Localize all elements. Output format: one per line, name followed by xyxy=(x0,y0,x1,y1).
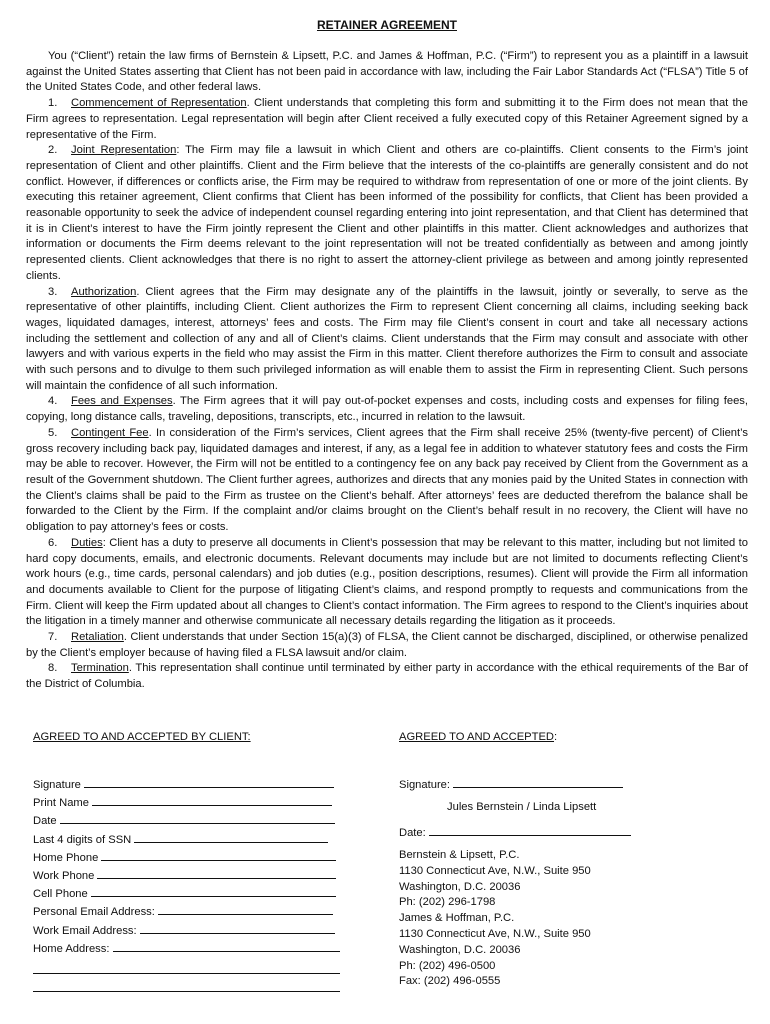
client-block-heading: AGREED TO AND ACCEPTED BY CLIENT: xyxy=(33,731,251,743)
section-separator: . xyxy=(136,285,146,298)
firm-address-line: Bernstein & Lipsett, P.C. xyxy=(399,849,520,861)
client-field-5[interactable] xyxy=(33,850,336,864)
section-heading: Retaliation xyxy=(71,631,124,644)
section-number: 7. xyxy=(48,631,58,644)
client-field-4[interactable] xyxy=(33,832,328,846)
section-number: 5. xyxy=(48,426,58,439)
section-6 xyxy=(26,536,748,630)
client-field-7[interactable] xyxy=(33,886,336,900)
section-text: Client understands that under Section 15(a)(3) of FLSA, the Client cannot be discharged, disciplined, or otherwise penalized by the Client’s employer because of having filed a FLSA lawsuit and/or claim. xyxy=(26,631,749,659)
client-field-label: Print Name xyxy=(33,797,89,810)
firm-address-line: 1130 Connecticut Ave, N.W., Suite 950 xyxy=(399,864,591,877)
client-field-blank[interactable] xyxy=(60,813,335,824)
client-field-blank[interactable] xyxy=(140,923,335,934)
client-field-9[interactable] xyxy=(33,923,335,937)
firm-signature-field[interactable]: Signature: xyxy=(399,777,623,791)
client-field-label: Cell Phone xyxy=(33,888,88,901)
client-field-2[interactable] xyxy=(33,795,332,809)
section-heading: Termination xyxy=(71,662,129,675)
section-8 xyxy=(26,661,748,692)
section-text: The Firm may file a lawsuit in which Client and others are co-plaintiffs. Client consents to the Firm’s joint representation of Client and other plaintiffs. Client and the Firm believe that the interests of the co-plaintiffs are generally consistent and do not conflict. However, if differences or conflicts arise, the Firm may be required to withdraw from representation of one or more of the joint clients. By executing this retainer agreement, Client confirms that Client has been informed of the possibility for conflicts, that Client has been provided a reasonable opportunity to seek the advice of independent counsel regarding entering into joint representation, and that Client has determined that it is in Client’s interest to have the Firm jointly represent the Client and other plaintiffs in this matter. Client acknowledges and authorizes that information or documents the Firm deems relevant to the joint representation will not be treated confidentially as between and among jointly represented clients. Client acknowledges that there is no right to assert the attorney-client privilege as between and among jointly represented clients. xyxy=(26,144,748,282)
section-number: 3. xyxy=(48,285,58,298)
section-4 xyxy=(26,394,748,425)
firm-signatories: Jules Bernstein / Linda Lipsett xyxy=(447,801,597,813)
section-text: Client agrees that the Firm may designate any of the plaintiffs in the lawsuit, jointly or severally, to serve as the representative of other plaintiffs, including Client. Client authorizes the Firm to represent Client concerning all claims, including seeking back wages, liquidated damages, interest, attorneys’ fees and costs. The Firm may file Client’s consent in court and take all necessary actions including the settlement and collection of any and all of Client’s claims. Client understands that the Firm may consult and associate with other lawyers and with various experts in the field who may assist the Firm in this matter. Client therefore authorizes the Firm to consult and associate with such persons and to divulge to them such privileged information as will enable them to assist the Firm in representing Client. Such persons will maintain the confidence of all such information. xyxy=(26,285,748,392)
section-number: 4. xyxy=(48,395,58,408)
section-7 xyxy=(26,630,748,661)
section-text: This representation shall continue until terminated by either party in accordance with the ethical requirements of the Bar of the District of Columbia. xyxy=(26,662,748,691)
firm-date-field[interactable]: Date: xyxy=(399,825,631,839)
section-separator: . xyxy=(128,662,136,675)
section-number: 6. xyxy=(48,536,58,549)
client-field-6[interactable] xyxy=(33,868,336,882)
client-field-label: Work Email Address: xyxy=(33,924,137,937)
section-heading: Duties xyxy=(71,536,103,549)
section-separator: . xyxy=(246,97,254,110)
section-separator: : xyxy=(176,144,186,157)
client-field-label: Date xyxy=(33,815,57,828)
intro-paragraph: You (“Client”) retain the law firms of Bernstein & Lipsett, P.C. and James & Hoffman, P.C. (“Firm”) to represent you as a plaintiff in a lawsuit against the United States asserting that Client has not been paid in accordance with law, including the Fair Labor Standards Act (“FLSA”) Title 5 of the United States Code, and other federal laws. xyxy=(26,50,748,94)
home-address-line-3[interactable] xyxy=(33,981,340,995)
section-text: Client has a duty to preserve all documents in Client’s possession that may be relevant to this matter, including but not limited to hard copy documents, emails, and electronic documents. Relevant documents may include but are not limited to documents reflecting Client’s work hours (e.g., time cards, personal calendars) and job duties (e.g., position descriptions, resumes). Client will provide the Firm all information and documents available to Client for the purpose of litigating Client’s claims, and respond promptly to requests and communications from the Firm. Client will keep the Firm updated about all changes to Client’s contact information. The Firm agrees to respond to the Client’s inquiries about the litigation in a timely manner and otherwise communicate all necessary details regarding the litigation as it proceeds. xyxy=(26,536,748,628)
section-heading: Contingent Fee xyxy=(71,426,149,439)
section-separator: . xyxy=(148,426,156,439)
section-heading: Joint Representation xyxy=(71,144,177,157)
client-field-10[interactable] xyxy=(33,941,340,955)
section-text: The Firm agrees that it will pay out-of-pocket expenses and costs, including costs and expenses for filing fees, copying, long distance calls, traveling, depositions, transcripts, etc., incurred in relation to the lawsuit. xyxy=(26,395,748,424)
client-field-blank[interactable] xyxy=(101,850,336,861)
client-field-blank[interactable] xyxy=(92,795,332,806)
sections-list xyxy=(26,96,748,693)
firm-address-line: James & Hoffman, P.C. xyxy=(399,912,515,925)
section-3 xyxy=(26,285,748,395)
client-field-blank[interactable] xyxy=(91,886,336,897)
section-text: In consideration of the Firm’s services, Client agrees that the Firm shall receive 25% (twenty-five percent) of Client’s gross recovery including back pay, liquidated damages and interest, if any, as a legal fee in addition to whatever statutory fees and costs the Firm may be able to recover. However, the Firm will not be entitled to a contingency fee on any back pay received by Client from the Government as a result of the Government shutdown. The Client further agrees, authorizes and directs that any monies paid by the United States in connection with the Client’s claims shall be paid to the Firm as trustee on the Client’s behalf. After attorneys’ fees are deducted therefrom the balance shall be forwarded to the Client by the Firm. If the complaint and/or claims brought on the Client’s behalf result in no recovery, the Client will have no obligation to pay attorney’s fees or costs. xyxy=(26,426,749,534)
firm-address-line: Washington, D.C. 20036 xyxy=(399,880,521,893)
client-field-blank[interactable] xyxy=(134,832,328,843)
firm-address-line: Ph: (202) 496-0500 xyxy=(399,959,496,972)
client-field-blank[interactable] xyxy=(84,777,334,788)
section-heading: Commencement of Representation xyxy=(71,97,247,110)
firm-address-line: Ph: (202) 296-1798 xyxy=(399,896,496,909)
firm-address-line: 1130 Connecticut Ave, N.W., Suite 950 xyxy=(399,927,591,940)
client-field-label: Signature xyxy=(33,779,81,791)
section-number: 2. xyxy=(48,144,58,157)
section-2 xyxy=(26,143,748,284)
client-field-8[interactable] xyxy=(33,904,333,918)
firm-block-heading: AGREED TO AND ACCEPTED: xyxy=(399,731,558,743)
section-heading: Authorization xyxy=(71,285,137,298)
section-heading: Fees and Expenses xyxy=(71,395,173,408)
section-text: Client understands that completing this form and submitting it to the Firm does not mean that the Firm agrees to representation. Legal representation will begin after Client received a fully executed copy of this Retainer Agreement signed by a representative of the Firm. xyxy=(26,97,749,141)
client-field-label: Last 4 digits of SSN xyxy=(33,833,132,846)
firm-addresses xyxy=(399,848,591,990)
client-field-3[interactable] xyxy=(33,813,335,827)
client-field-label: Home Phone xyxy=(33,851,99,864)
client-field-blank[interactable] xyxy=(158,904,333,915)
firm-address-line: Washington, D.C. 20036 xyxy=(399,943,521,956)
client-field-blank[interactable] xyxy=(97,868,336,879)
section-number: 1. xyxy=(48,97,58,110)
section-separator: : xyxy=(102,536,110,549)
client-field-label: Home Address: xyxy=(33,942,110,955)
firm-address-line: Fax: (202) 496-0555 xyxy=(399,975,501,988)
section-1 xyxy=(26,96,748,143)
document-title: RETAINER AGREEMENT xyxy=(316,18,457,32)
section-separator: . xyxy=(172,395,181,408)
client-field-1[interactable] xyxy=(33,777,334,791)
client-field-label: Personal Email Address: xyxy=(33,906,155,919)
client-field-label: Work Phone xyxy=(33,870,95,882)
section-separator: . xyxy=(123,631,131,644)
client-field-blank[interactable] xyxy=(113,941,340,952)
home-address-line-2[interactable] xyxy=(33,963,340,977)
agreement-body xyxy=(26,49,748,693)
section-number: 8. xyxy=(48,662,58,675)
section-5 xyxy=(26,426,748,536)
